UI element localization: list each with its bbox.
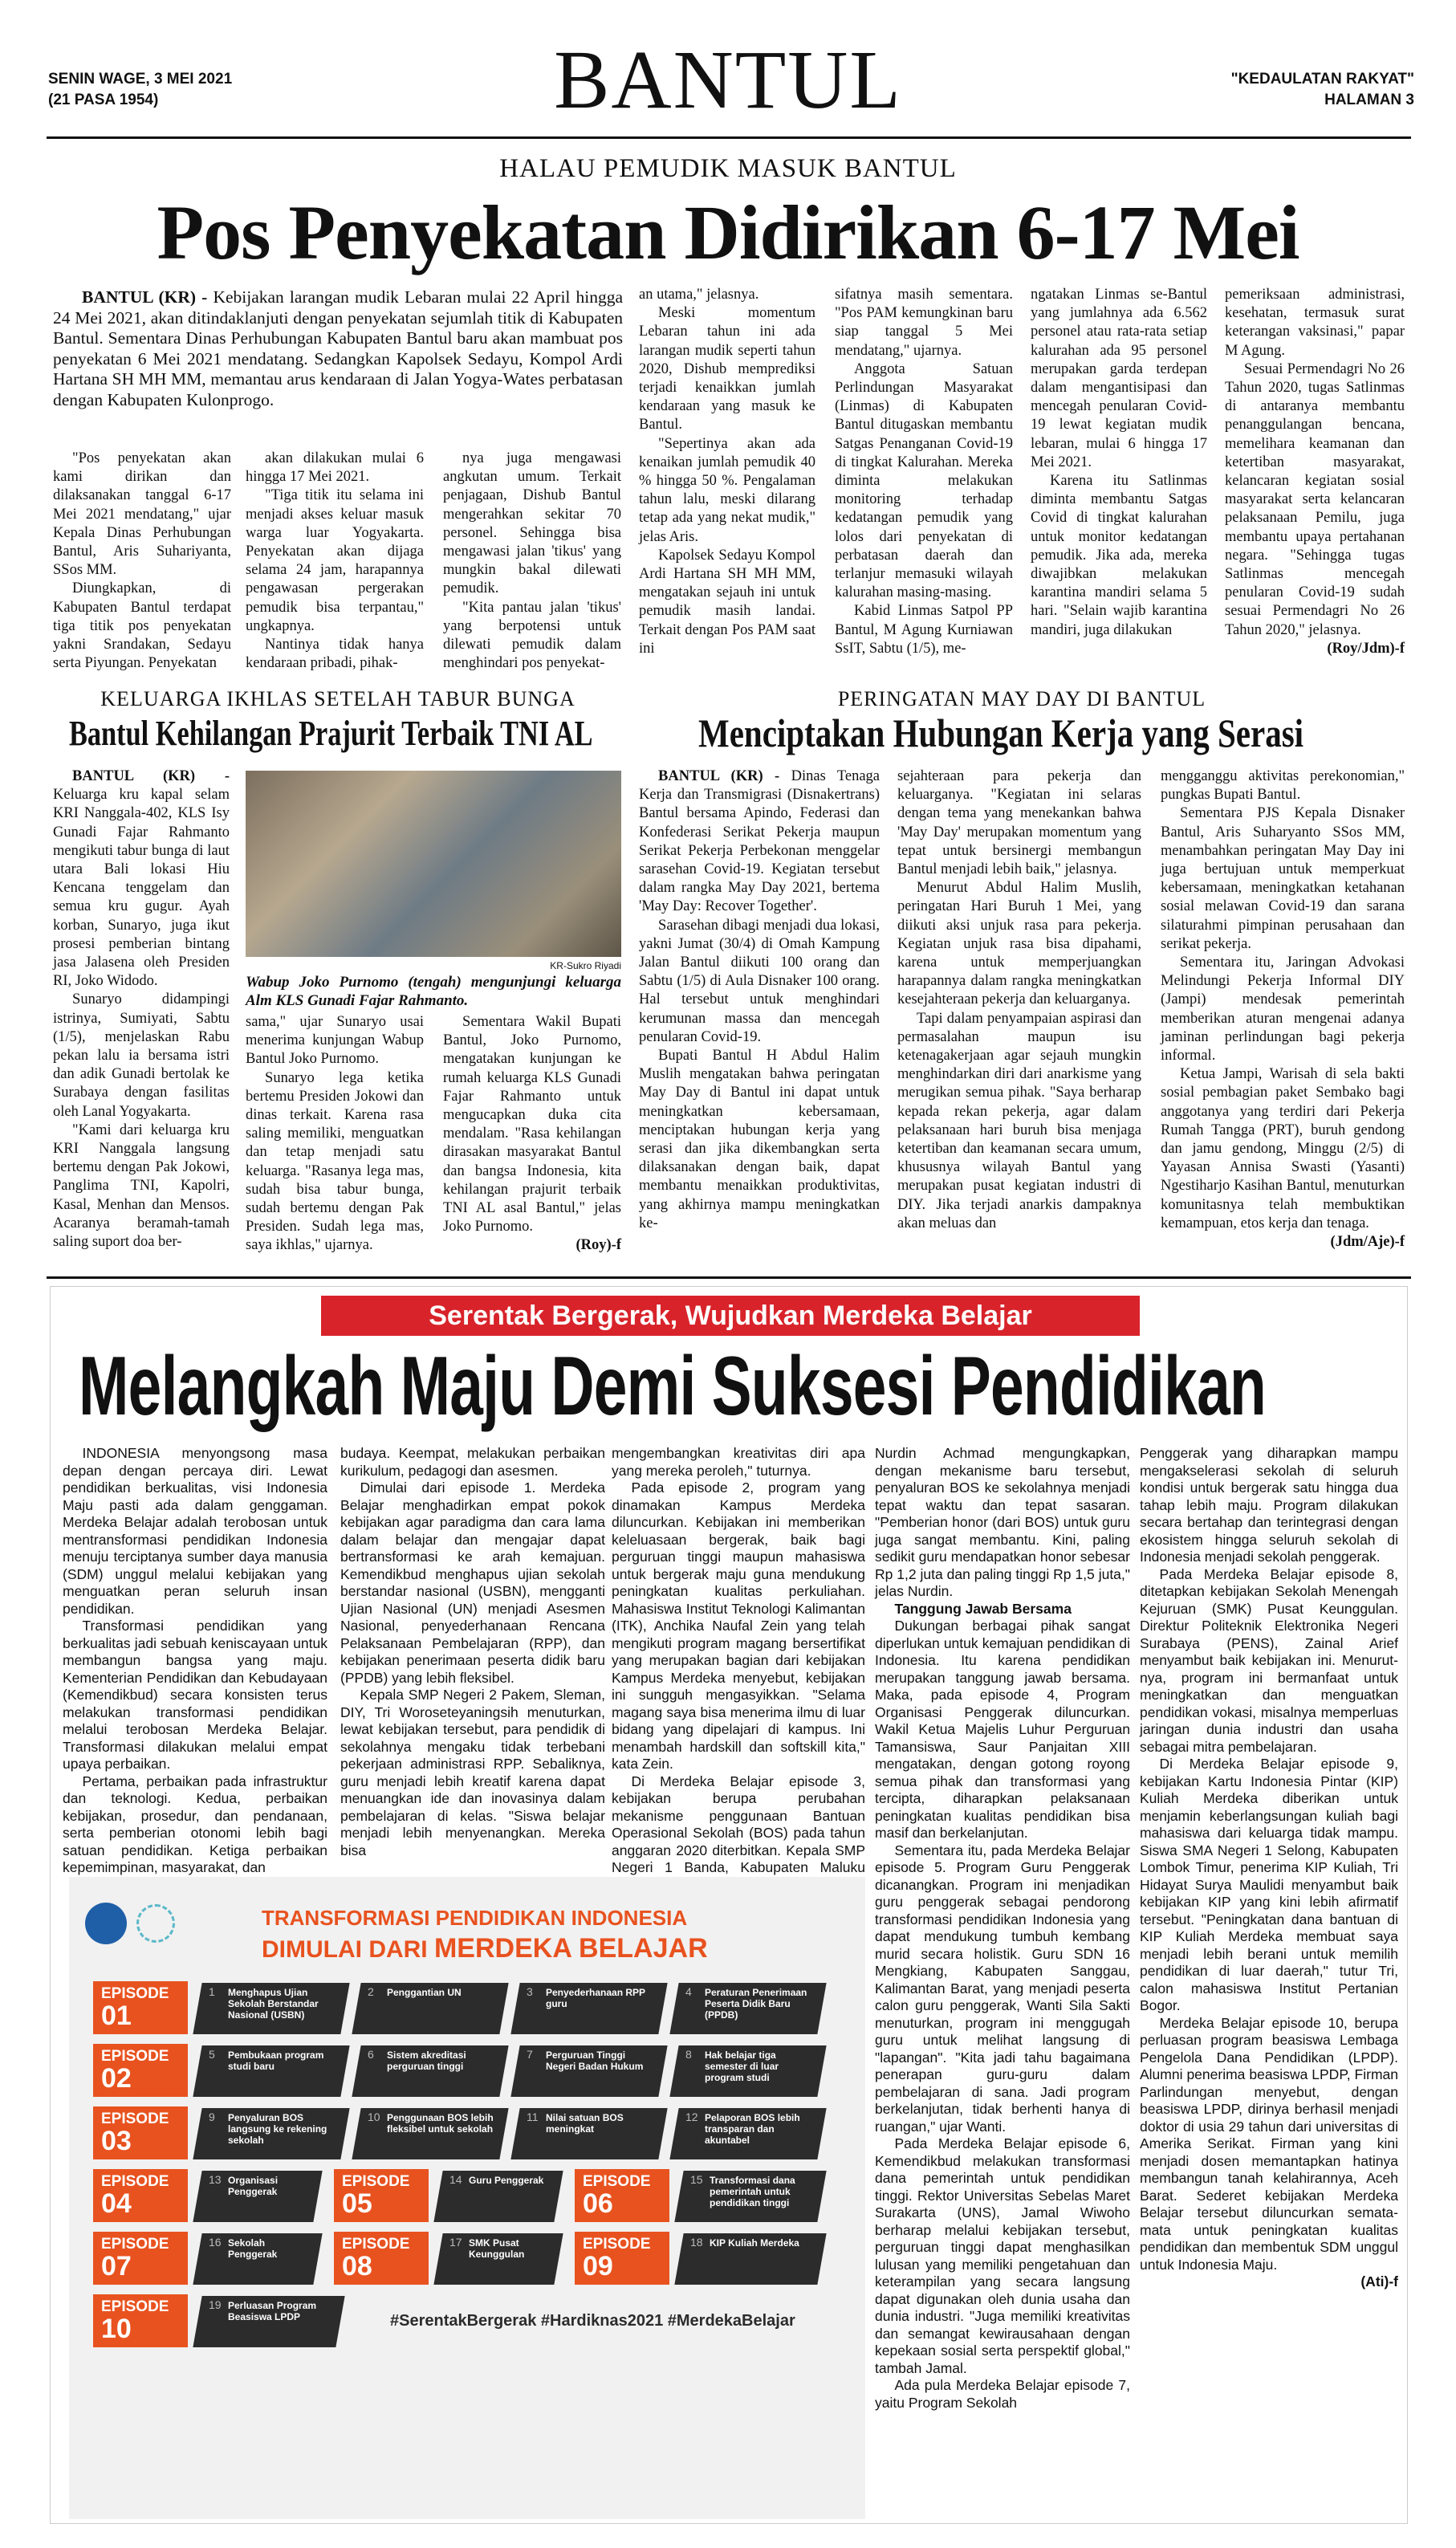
policy-cell: 18 KIP Kuliah Merdeka — [674, 2233, 826, 2285]
article2-col2: sama," ujar Sunaryo usai menerima kunjungan Wabup Bantul Joko Purnomo. Sunaryo lega ketika bertemu Presiden Jokowi dan dinas terkait. Karena rasa saling memiliki, menguatkan dan tetap menjadi satu keluarga. "Rasanya lega mas, sudah bisa tabur bunga, sudah bertemu dengan Pak Presiden. Sudah lega mas, saya ikhlas," ujarnya. — [246, 1014, 424, 1254]
merdeka-belajar-logo-icon — [136, 1904, 175, 1943]
episode-04-tag: EPISODE 04 — [93, 2169, 188, 2222]
episode-07-tag: EPISODE 07 — [93, 2232, 188, 2285]
infographic — [69, 1877, 865, 2519]
article2-headline: Bantul Kehilangan Prajurit Terbaik TNI AL — [69, 714, 593, 753]
article2-signature: (Roy)-f — [575, 1237, 621, 1254]
article1-headline: Pos Penyekatan Didirikan 6-17 Mei — [157, 189, 1299, 275]
article2-kicker: KELUARGA IKHLAS SETELAH TABUR BUNGA — [100, 687, 575, 710]
feature-col1: INDONESIA menyongsong masa depan dengan percaya diri. Lewat pendidikan berkualitas, visi Indonesia Maju pasti ada dalam genggaman. Merdeka Belajar adalah terobosan untuk mentransformasi pendidikan Indonesia menuju terciptanya sumber daya manusia (SDM) unggul melalui kebijakan yang menguatkan peran seluruh insan pendidikan. Transformasi pendidikan yang berkualitas jadi sebuah keniscayaan untuk membangun bangsa yang maju. Kementerian Pendidikan dan Kebudayaan (Kemendikbud) secara konsisten terus melakukan transformasi pendidikan melalui terobosan Merdeka Belajar. Transformasi dilakukan melalui empat upaya perbaikan. Pertama, perbaikan pada infrastruktur dan teknologi. Kedua, perbaikan kebijakan, prosedur, dan pendanaan, serta pemberian otonomi lebih bagi satuan pendidikan. Ketiga perbaikan kepemimpinan, masyarakat, dan — [63, 1445, 327, 1875]
article1-col6: ngatakan Linmas se-Bantul yang jumlahnya ada 6.562 personel atau rata-rata setiap kalurahan ada 95 personel merupakan garda terdepan dalam mengantisipasi dan mencegah penularan Covid-19 lewat kegiatan mudik lebaran, mulai 6 hingga 17 Mei 2021. Karena itu Satlinmas diminta membantu Satgas Covid di tingkat kalurahan untuk monitor kedatangan pemudik. Jika ada, mereka diwajibkan melakukan karantina mandiri selama 5 hari. "Selain wajib karantina mandiri, juga dilakukan — [1031, 287, 1207, 638]
infographic-hashtags: #SerentakBergerak #Hardiknas2021 #MerdekaBelajar — [390, 2312, 795, 2330]
feature-col3: mengembangkan kreativitas diri apa yang mereka peroleh," tuturnya. Pada episode 2, program yang dinamakan Kampus Merdeka diluncurkan. Kebijakan ini memberikan keleluasaan bergerak, baik bagi perguruan tinggi maupun mahasiswa untuk bergerak maju guna mendukung peningkatan kualitas perkuliahan. Mahasiswa Institut Teknologi Kalimantan (ITK), Anchika Naufal Zein yang telah mengikuti program magang bersertifikat yang merupakan bagian dari kebijakan Kampus Merdeka menyebut, kebijakan ini sungguh mengasyikkan. "Selama magang saya bisa menerima ilmu di luar bidang yang dipelajari di kampus. Ini menambah hardskill dan softskill kita," kata Zein. Di Merdeka Belajar episode 3, kebijakan berupa perubahan mekanisme penggunaan Bantuan Operasional Sekolah (BOS) pada tahun anggaran 2020 diterbitkan. Kepala SMP Negeri 1 Banda, Kabupaten Maluku — [612, 1445, 865, 1875]
infographic-title: TRANSFORMASI PENDIDIKAN INDONESIA — [262, 1906, 688, 1930]
feature-headline: Melangkah Maju Demi Suksesi Pendidikan — [79, 1340, 1267, 1433]
policy-cell: 7 Perguruan Tinggi Negeri Badan Hukum — [510, 2045, 667, 2097]
episode-06-tag: EPISODE 06 — [575, 2169, 669, 2222]
header-rule — [47, 136, 1411, 139]
infographic-subtitle: DIMULAI DARI MERDEKA BELAJAR — [262, 1933, 708, 1964]
feature-col4: Nurdin Achmad mengungkapkan, dengan mekanisme baru tersebut, penyaluran BOS ke sekolahnya menjadi tepat waktu dan tepat sasaran. "Pemberian honor (dari BOS) untuk guru juga sangat membantu. Kini, paling sedikit guru mendapatkan honor sebesar Rp 1,2 juta dan paling tinggi Rp 1,5 juta," jelas Nurdin. Tanggung Jawab Bersama Dukungan berbagai pihak sangat diperlukan untuk kemajuan pendidikan di Indonesia. Itu karena pendidikan merupakan tanggung jawab bersama. Maka, pada episode 4, Program Organisasi Penggerak diluncurkan. Wakil Ketua Majelis Luhur Perguruan Tamansiswa, Saur Panjaitan XIII mengatakan, dengan gotong royong semua pihak dan transformasi yang tercipta, diharapkan pelaksanaan peningkatan kualitas pendidikan bisa masif dan berkelanjutan. Sementara itu, pada Merdeka Belajar episode 5. Program Guru Penggerak dicanangkan. Program ini menjadikan guru penggerak sebagai pendorong transformasi pendidikan Indonesia yang dapat mendukung tumbuh kembang murid secara holistik. Guru SDN 16 Mengkiang, Kabupaten Sanggau, Kalimantan Barat, yang menjadi peserta calon guru penggerak, Wanti Sila Sakti menuturkan, program ini menggugah guru untuk melihat langsung di "lapangan". "Kita jadi tahu bagaimana penerapan guru-guru dalam pembelajaran di sana. Jadi program berkelanjutan, tidak berhenti hanya di ruangan," ujar Wanti. Pada Merdeka Belajar episode 6, Kemendikbud melakukan transformasi dana pemerintah untuk pendidikan tinggi. Rektor Universitas Sebelas Maret Surakarta (UNS), Jamal Wiwoho berharap melalui kebijakan tersebut, perguruan tinggi dapat menghasilkan lulusan yang memiliki pengetahuan dan keterampilan yang secara langsung dapat digunakan oleh dunia usaha dan dunia industri. "Juga memiliki kreativitas dan semangat kewirausahaan dengan kepekaan sosial serta perspektif global," tambah Jamal. Ada pula Merdeka Belajar episode 7, yaitu Program Sekolah — [875, 1445, 1130, 2411]
policy-cell: 3 Penyederhanaan RPP guru — [510, 1983, 667, 2034]
policy-cell: 1 Menghapus Ujian Sekolah Berstandar Nasional (USBN) — [193, 1983, 349, 2034]
article1-col1: "Pos penyekatan akan kami dirikan dan dilaksanakan tanggal 6-17 Mei 2021 mendatang," ujar Kepala Dinas Perhubungan Bantul, Aris Suhariyanta, SSos MM. Diungkapkan, di Kabupaten Bantul terdapat tiga titik pos penyekatan yakni Srandakan, Sedayu serta Piyungan. Penyekatan — [53, 450, 231, 672]
article2-col3: Sementara Wakil Bupati Bantul, Joko Purnomo, mengatakan kunjungan ke rumah keluarga KLS Gunadi Fajar Rahmanto untuk mengucapkan duka cita mendalam. "Rasa kehilangan dirasakan masyarakat Bantul dan bangsa Indonesia, kita kehilangan prajurit terbaik TNI AL asal Bantul," jelas Joko Purnomo. (Roy)-f — [443, 1013, 621, 1254]
feature-col2: budaya. Keempat, melakukan perbaikan kurikulum, pedagogi dan asesmen. Dimulai dari episode 1. Merdeka Belajar menghadirkan empat pokok kebijakan agar paradigma dan cara lama dalam belajar dan mengajar dapat bertransformasi ke arah kemajuan. Kemendikbud menghapus ujian sekolah berstandar nasional (USBN), mengganti Ujian Nasional (UN) menjadi Asesmen Nasional, penyederhanaan Rencana Pelaksanaan Pembelajaran (RPP), dan kebijakan penerimaan peserta didik baru (PPDB) yang lebih fleksibel. Kepala SMP Negeri 2 Pakem, Sleman, DIY, Tri Woroseteyaningsih menuturkan, lewat kebijakan tersebut, para pendidik di sekolahnya mengaku tidak terbebani pekerjaan administrasi RPP. Sebaliknya, guru menjadi lebih kreatif karena dapat menuangkan ide dan inovasinya dalam pembelajaran di kelas. "Siswa belajar menjadi lebih menyenangkan. Mereka bisa — [340, 1445, 605, 1858]
masthead-title: BANTUL — [554, 34, 902, 126]
article1-col4: an utama," jelasnya. Meski momentum Lebaran tahun ini ada larangan mudik seperti tahun 2020, Dishub memprediksi terjadi kenaikkan jumlah kendaraan yang masuk ke Bantul. "Sepertinya akan ada kenaikan jumlah pemudik 40 % hingga 50 %. Pengalaman tahun lalu, meski dilarang tetap ada yang nekat mudik," jelas Aris. Kapolsek Sedayu Kompol Ardi Hartana SH MH MM, mengatakan sejauh ini untuk pemudik masih landai. Terkait dengan Pos PAM saat ini — [639, 287, 815, 657]
photo-credit: KR-Sukro Riyadi — [550, 960, 621, 971]
policy-cell: 10 Penggunaan BOS lebih fleksibel untuk sekolah — [352, 2108, 508, 2159]
article1-col2: akan dilakukan mulai 6 hingga 17 Mei 2021. "Tiga titik itu selama ini menjadi akses keluar masuk warga luar Yogyakarta. Penyekatan akan dijaga selama 24 jam, harapannya pengawasan pergerakan pemudik bisa terpantau," ungkapnya. Nantinya tidak hanya kendaraan pribadi, pihak- — [246, 450, 424, 672]
policy-cell: 13 Organisasi Penggerak — [193, 2171, 322, 2222]
article2-col1: BANTUL (KR) - Keluarga kru kapal selam KRI Nanggala-402, KLS Isy Gunadi Fajar Rahmanto mengikuti tabur bunga di laut utara Bali lokasi Hiu Kencana tenggelam dan semua kru gugur. Ayah korban, Sunaryo, juga ikut prosesi pemberian bintang jasa Jalasena oleh Presiden RI, Joko Widodo. Sunaryo didampingi istrinya, Sumiyati, Sabtu (1/5), menjelaskan Rabu pekan lalu ia bersama istri dan adik Gunadi bertolak ke Surabaya dengan fasilitas oleh Lanal Yogyakarta. "Kami dari keluarga kru KRI Nanggala langsung bertemu dengan Pak Jokowi, Panglima TNI, Kapolri, Kasal, Menhan dan Mensos. Acaranya beramah-tamah saling suport doa ber- — [53, 768, 230, 1251]
policy-cell: 17 SMK Pusat Keunggulan — [433, 2233, 563, 2285]
article3-col2: sejahteraan para pekerja dan keluarganya. "Kegiatan ini selaras dengan tema yang menekankan bahwa 'May Day' merupakan momentum yang tepat untuk bersinergi membangun Bantul menjadi lebih baik," jelasnya. Menurut Abdul Halim Muslih, peringatan Hari Buruh 1 Mei, yang diikuti aksi unjuk rasa para pekerja. Kegiatan unjuk rasa bisa dipahami, karena untuk memperjuangkan harapannya dalam rangka meningkatkan kesejahteraan pekerja dan keluarganya. Tapi dalam penyampaian aspirasi dan permasalahan maupun isu ketenagakerjaan agar sejauh mungkin menghindarkan diri dari anarkisme yang merugikan semua pihak. "Saya berharap kepada rekan pekerja, agar dalam pelaksanaan hari buruh bisa menjaga ketertiban dan keamanan secara umum, khususnya wilayah Bantul yang merupakan pusat kegiatan industri di DIY. Jika terjadi anarkis dampaknya akan meluas dan — [897, 768, 1141, 1231]
policy-cell: 11 Nilai satuan BOS meningkat — [510, 2108, 667, 2159]
policy-cell: 8 Hak belajar tiga semester di luar program studi — [669, 2045, 826, 2097]
episode-01-tag: EPISODE 01 — [93, 1981, 188, 2034]
photo-caption: Wabup Joko Purnomo (tengah) mengunjungi keluarga Alm KLS Gunadi Fajar Rahmanto. — [246, 974, 621, 1009]
article1-signature: (Roy/Jdm)-f — [1327, 640, 1405, 657]
section-rule — [47, 1276, 1411, 1279]
policy-cell: 12 Pelaporan BOS lebih transparan dan akuntabel — [669, 2108, 826, 2159]
episode-02-tag: EPISODE 02 — [93, 2044, 188, 2097]
article1-col7: pemeriksaan administrasi, kesehatan, termasuk surat keterangan vaksinasi," papar M Agung. Sesuai Permendagri No 26 Tahun 2020, tugas Satlinmas di antaranya membantu penanggulangan bencana, memelihara keamanan dan ketertiban masyarakat, kelancaran kegiatan sosial masyarakat serta kelancaran pelaksanaan Pemilu, juga membantu upaya pertahanan negara. "Sehingga tugas Satlinmas mencegah penularan Covid-19 sudah sesuai Permendagri No 26 Tahun 2020," jelasnya. (Roy/Jdm)-f — [1225, 286, 1405, 676]
kemendikbud-logo-icon — [85, 1903, 127, 1944]
article1-kicker: HALAU PEMUDIK MASUK BANTUL — [499, 154, 957, 183]
article3-headline: Menciptakan Hubungan Kerja yang Serasi — [698, 710, 1304, 755]
feature-banner: Serentak Bergerak, Wujudkan Merdeka Belajar — [321, 1296, 1140, 1336]
article1-col5: sifatnya masih sementara. "Pos PAM kemungkinan baru siap tanggal 5 Mei mendatang," ujarnya. Anggota Satuan Perlindungan Masyarakat (Linmas) di Kabupaten Bantul ditugaskan membantu Satgas Penanganan Covid-19 di tingkat Kalurahan. Mereka diminta melakukan monitoring terhadap kedatangan pemudik yang lolos dari penyekatan di perbatasan daerah dan terlanjur memasuki wilayah kalurahan masing-masing. Kabid Linmas Satpol PP Bantul, M Agung Kurniawan SsIT, Sabtu (1/5), me- — [835, 287, 1013, 657]
article1-lead: BANTUL (KR) - Kebijakan larangan mudik Lebaran mulai 22 April hingga 24 Mei 2021, akan ditindaklanjuti dengan penyekatan sejumlah titik di Kabupaten Bantul. Sementara Dinas Perhubungan Kabupaten Bantul baru akan mambuat pos penyekatan 6 Mei 2021 mendatang. Sedangkan Kapolsek Sedayu, Kompol Ardi Hartana SH MH MM, memantau arus kendaraan di Jalan Yogya-Wates perbatasan dengan Kabupaten Kulonprogo. — [53, 287, 623, 409]
policy-cell: 9 Penyaluran BOS langsung ke rekening sekolah — [193, 2108, 349, 2159]
episode-08-tag: EPISODE 08 — [334, 2232, 429, 2285]
article3-signature: (Jdm/Aje)-f — [1330, 1234, 1405, 1251]
episode-10-tag: EPISODE 10 — [93, 2294, 188, 2347]
policy-cell: 14 Guru Penggerak — [433, 2171, 563, 2222]
feature-subheading: Tanggung Jawab Bersama — [894, 1600, 1072, 1617]
policy-cell: 2 Penggantian UN — [352, 1983, 508, 2034]
feature-signature: (Ati)-f — [1360, 2273, 1398, 2290]
policy-cell: 15 Transformasi dana pemerintah untuk pendidikan tinggi — [674, 2171, 826, 2222]
article3-col1: BANTUL (KR) - Dinas Tenaga Kerja dan Transmigrasi (Disnakertrans) Bantul bersama Apindo, Federasi dan Konfederasi Serikat Pekerja maupun Serikat Pekerja Perbekonan menggelar sarasehan Covid-19. Kegiatan tersebut dalam rangka May Day 2021, bertema 'May Day: Recover Together'. Sarasehan dibagi menjadi dua lokasi, yakni Jumat (30/4) di Omah Kampung Jalan Bantul diikuti 100 orang dan Sabtu (1/5) di Aula Disnaker 100 orang. Hal tersebut untuk menghindari kerumunan massa dan mencegah penularan Covid-19. Bupati Bantul H Abdul Halim Muslih mengatakan bahwa peringatan May Day di Bantul ini dapat untuk meningkatkan kebersamaan, menciptakan hubungan kerja yang serasi dan jika dikembangkan serta dilaksanakan dengan baik, dapat membantu menaikkan produktivitas, yang akhirnya mampu meningkatkan ke- — [639, 768, 881, 1231]
page-info: "KEDAULATAN RAKYAT" HALAMAN 3 — [1230, 71, 1414, 108]
episode-03-tag: EPISODE 03 — [93, 2106, 188, 2159]
feature-col5: Penggerak yang diharapkan mampu mengakselerasi sekolah di seluruh kondisi untuk bergerak satu hingga dua tahap lebih maju. Program dilakukan secara bertahap dan terintegrasi dengan ekosistem hingga seluruh sekolah di Indonesia menjadi sekolah penggerak. Pada Merdeka Belajar episode 8, ditetapkan kebijakan Sekolah Menengah Kejuruan (SMK) Pusat Keunggulan. Direktur Politeknik Elektronika Negeri Surabaya (PENS), Zainal Arief menyambut baik kebijakan ini. Menurut-nya, program ini bermanfaat untuk meningkatkan dan menguatkan pendidikan vokasi, misalnya memperluas jaringan dunia industri dan usaha sebagai mitra pembelajaran. Di Merdeka Belajar episode 9, kebijakan Kartu Indonesia Pintar (KIP) Kuliah Merdeka diberikan untuk menjamin keberlangsungan kuliah bagi mahasiswa dari keluarga tidak mampu. Siswa SMA Negeri 1 Selong, Kabupaten Lombok Timur, penerima KIP Kuliah, Tri Hidayat Surya Maulidi menyambut baik kebijakan KIP yang kini lebih afirmatif tersebut. "Peningkatan dana bantuan di KIP Kuliah Merdeka membuat saya menjadi lebih berani untuk memilih pendidikan di luar daerah," tutur Tri, calon mahasiswa Institut Pertanian Bogor. Merdeka Belajar episode 10, berupa perluasan program beasiswa Lembaga Pengelola Dana Pendidikan (LPDP). Alumni penerima beasiswa LPDP, Firman Parlindungan menyebut, dengan beasiswa LPDP, dirinya berhasil menjadi doktor di usia 29 tahun dari universitas di Amerika Serikat. Firman yang kini menjadi dosen memantapkan hatinya membangun tanah kelahirannya, Aceh Barat. Sederet kebijakan Merdeka Belajar tersebut diluncurkan semata-mata untuk peningkatan kualitas pendidikan dan membentuk SDM unggul untuk Indonesia Maju. (Ati)-f — [1140, 1445, 1398, 2290]
article2-photo — [246, 771, 621, 957]
article3-kicker: PERINGATAN MAY DAY DI BANTUL — [837, 687, 1206, 710]
article1-col3: nya juga mengawasi angkutan umum. Terkait penjagaan, Dishub Bantul mengerahkan sekitar 70 personel. Sehingga bisa mengawasi jalan 'tikus' yang mungkin bakal dilewati pemudik. "Kita pantau jalan 'tikus' yang berpotensi untuk dilewati pemudik dalam menghindari pos penyekat- — [443, 450, 621, 672]
episode-09-tag: EPISODE 09 — [575, 2232, 669, 2285]
policy-cell: 6 Sistem akreditasi perguruan tinggi — [352, 2045, 508, 2097]
edition-date: SENIN WAGE, 3 MEI 2021 (21 PASA 1954) — [48, 71, 233, 108]
episode-05-tag: EPISODE 05 — [334, 2169, 429, 2222]
policy-cell: 4 Peraturan Penerimaan Peserta Didik Baru (PPDB) — [669, 1983, 826, 2034]
policy-cell: 16 Sekolah Penggerak — [193, 2233, 322, 2285]
policy-cell: 5 Pembukaan program studi baru — [193, 2045, 349, 2097]
policy-cell: 19 Perluasan Program Beasiswa LPDP — [193, 2296, 344, 2347]
article3-col3: mengganggu aktivitas perekonomian," pungkas Bupati Bantul. Sementara PJS Kepala Disnaker Bantul, Aris Suharyanto SSos MM, menambahkan peringatan May Day ini juga bertujuan untuk memperkuat kebersamaan, meningkatkan ketahanan sosial melawan Covid-19 dan sarana silaturahmi pimpinan perusahaan dan serikat pekerja. Sementara itu, Jaringan Advokasi Melindungi Pekerja Informal DIY (Jampi) mendesak pemerintah memberikan aturan mengenai adanya jaminan perlindungan bagi pekerja informal. Ketua Jampi, Warisah di sela bakti sosial pembagian paket Sembako bagi anggotanya yang terdiri dari Pekerja Rumah Tangga (PRT), buruh gendong dan jamu gendong, Minggu (2/5) di Yayasan Annisa Swasti (Yasanti) Ngestiharjo Kasihan Bantul, menuturkan komunitasnya telah membuktikan kemampuan, etos kerja dan tenaga. (Jdm/Aje)-f — [1161, 767, 1405, 1257]
